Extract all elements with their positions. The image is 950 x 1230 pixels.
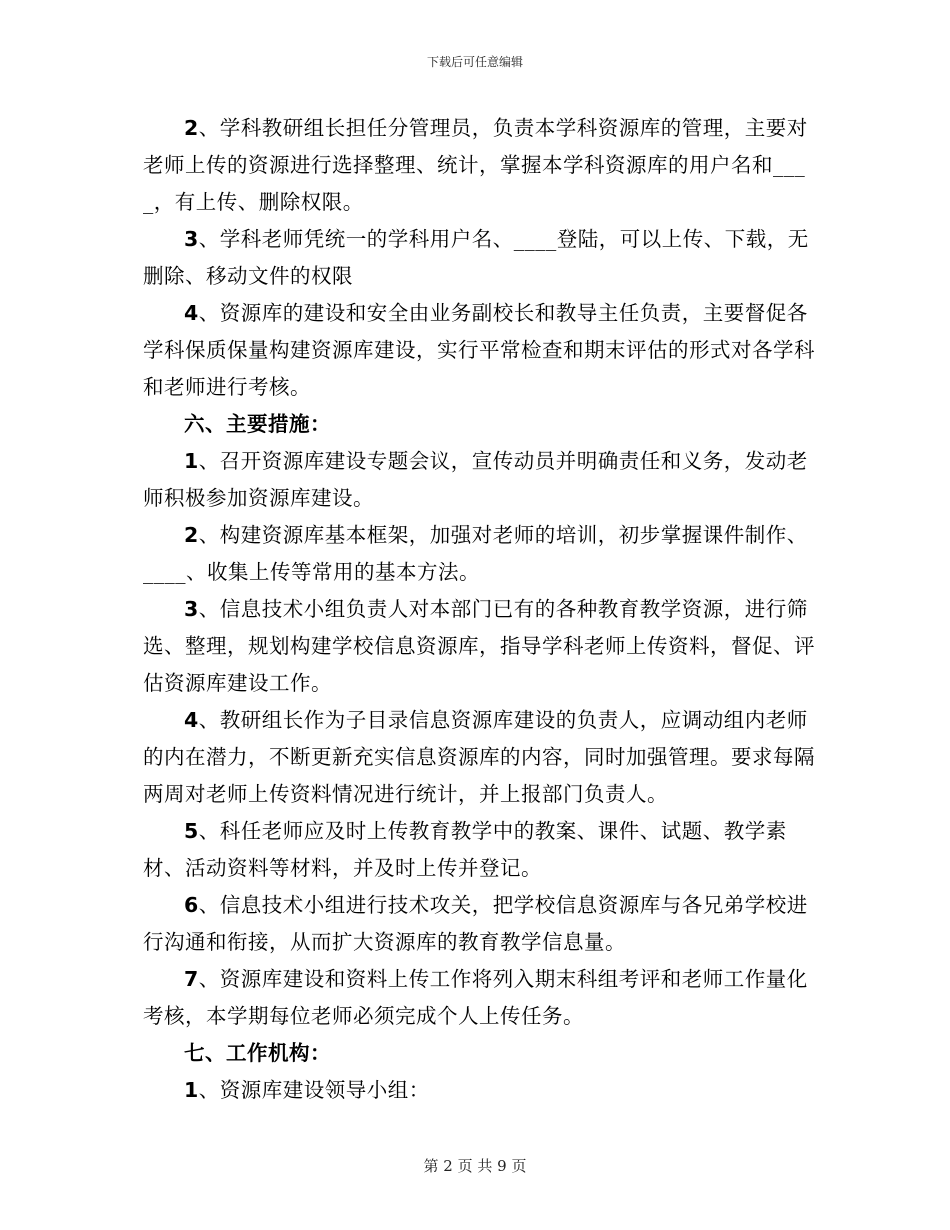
paragraph-item bbox=[143, 295, 818, 406]
item-text: 、信息技术小组负责人对本部门已有的各种教育教学资源，进行筛选、整理，规划构建学校信息资源库，指导学科老师上传资料，督促、评估资源库建设工作。 bbox=[143, 597, 815, 695]
section-heading-organization: 七、工作机构： bbox=[184, 1041, 331, 1065]
measure-item bbox=[143, 443, 818, 517]
org-item bbox=[143, 1072, 818, 1109]
item-number: 2 bbox=[184, 116, 199, 140]
measure-item bbox=[143, 591, 818, 702]
item-text: 、资源库建设和资料上传工作将列入期末科组考评和老师工作量化考核，本学期每位老师必须完成个人上传任务。 bbox=[143, 967, 808, 1028]
item-text: 、教研组长作为子目录信息资源库建设的负责人，应调动组内老师的内在潜力，不断更新充实信息资源库的内容，同时加强管理。要求每隔两周对老师上传资料情况进行统计，并上报部门负责人。 bbox=[143, 708, 815, 806]
item-number: 1 bbox=[184, 449, 199, 473]
measure-item bbox=[143, 887, 818, 961]
item-text: 、召开资源库建设专题会议，宣传动员并明确责任和义务，发动老师积极参加资源库建设。 bbox=[143, 449, 808, 510]
item-number: 6 bbox=[184, 893, 199, 917]
item-number: 3 bbox=[184, 227, 199, 251]
page-header: 下载后可任意编辑 bbox=[426, 55, 523, 69]
measure-item bbox=[143, 961, 818, 1035]
page-footer: 第 2 页 共 9 页 bbox=[423, 1157, 527, 1175]
measure-item bbox=[143, 517, 818, 591]
item-number: 1 bbox=[184, 1078, 199, 1102]
section-heading-measures: 六、主要措施： bbox=[184, 412, 331, 436]
paragraph-item bbox=[143, 221, 818, 295]
item-number: 4 bbox=[184, 708, 199, 732]
item-text: 、资源库建设领导小组： bbox=[198, 1078, 430, 1102]
item-number: 7 bbox=[184, 967, 199, 991]
measure-item bbox=[143, 702, 818, 813]
item-text: 、信息技术小组进行技术攻关，把学校信息资源库与各兄弟学校进行沟通和衔接，从而扩大资源库的教育教学信息量。 bbox=[143, 893, 808, 954]
document-body bbox=[143, 110, 818, 1109]
item-number: 4 bbox=[184, 301, 199, 325]
item-text: 、资源库的建设和安全由业务副校长和教导主任负责，主要督促各学科保质保量构建资源库建设，实行平常检查和期末评估的形式对各学科和老师进行考核。 bbox=[143, 301, 815, 399]
paragraph-item bbox=[143, 110, 818, 221]
item-number: 5 bbox=[184, 819, 199, 843]
item-text: 、学科老师凭统一的学科用户名、____登陆，可以上传、下载，无删除、移动文件的权限 bbox=[143, 227, 809, 288]
item-text: 、学科教研组长担任分管理员，负责本学科资源库的管理，主要对老师上传的资源进行选择整理、统计，掌握本学科资源库的用户名和____，有上传、删除权限。 bbox=[143, 116, 808, 214]
item-text: 、科任老师应及时上传教育教学中的教案、课件、试题、教学素材、活动资料等材料，并及时上传并登记。 bbox=[143, 819, 787, 880]
item-number: 2 bbox=[184, 523, 199, 547]
item-text: 、构建资源库基本框架，加强对老师的培训，初步掌握课件制作、____、收集上传等常用的基本方法。 bbox=[143, 523, 808, 584]
measure-item bbox=[143, 813, 818, 887]
item-number: 3 bbox=[184, 597, 199, 621]
